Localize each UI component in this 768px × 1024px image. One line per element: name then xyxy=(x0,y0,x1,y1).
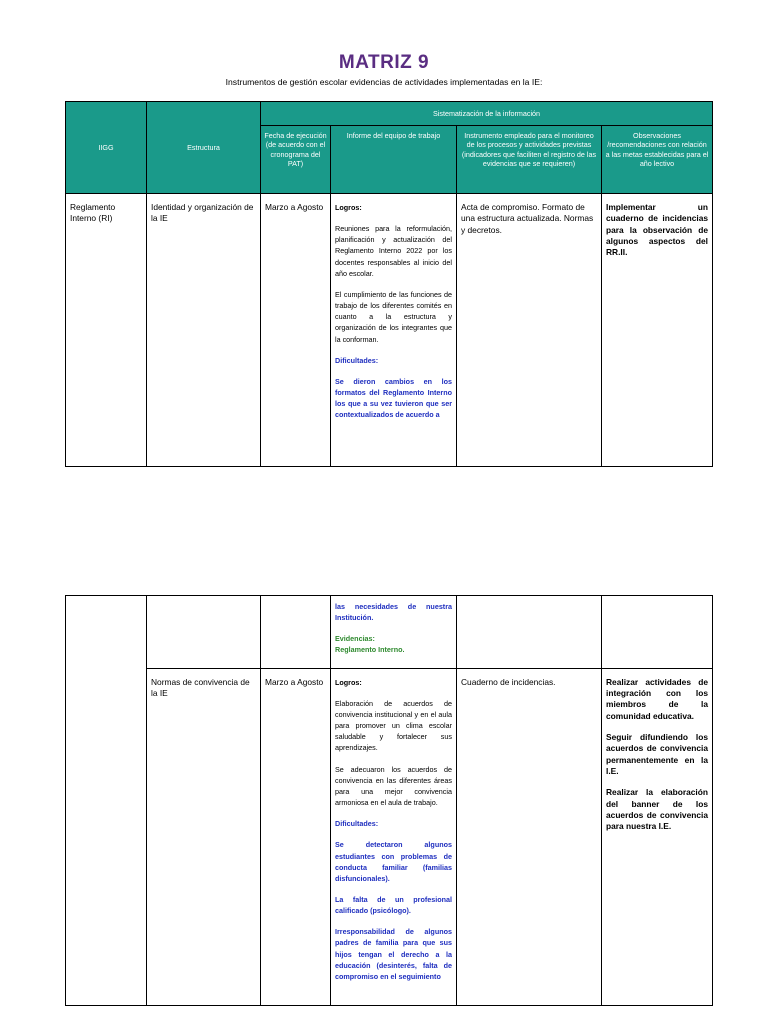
dificultad-item: Se dieron cambios en los formatos del Reglamento Interno los que a su vez tuvieron que ser contextualizados de acuerdo a xyxy=(335,376,452,420)
header-fecha: Fecha de ejecución (de acuerdo con el cronograma del PAT) xyxy=(261,126,331,194)
logro-item: El cumplimiento de las funciones de trabajo de los diferentes comités en cuanto a la estructura y organización de los integrantes que la conforman. xyxy=(335,289,452,344)
cell-informe-continuacion xyxy=(331,596,457,669)
cell-observacion-2 xyxy=(602,668,713,1005)
cell-iigg-reglamento: Reglamento Interno (RI) xyxy=(66,194,147,467)
dificultad-item: Se detectaron algunos estudiantes con problemas de conducta familiar (familias disfuncionales). xyxy=(335,840,452,883)
header-iigg: IIGG xyxy=(66,102,147,194)
logro-item: Reuniones para la reformulación, planificación y actualización del Reglamento Interno 2022 por los docentes responsables al inicio del año escolar. xyxy=(335,224,452,278)
cell-empty xyxy=(457,596,602,669)
observacion-text: Implementar un cuaderno de incidencias para la observación de algunos aspectos del RR.II. xyxy=(606,202,709,258)
logros-label: Logros: xyxy=(335,677,362,687)
logro-item: Se adecuaron los acuerdos de convivencia en las diferentes áreas para una mejor convivencia armoniosa en el aula de trabajo. xyxy=(335,764,452,808)
matrix-table-part-1 xyxy=(65,101,713,467)
dificultad-item: La falta de un profesional calificado (psicólogo). xyxy=(335,894,452,916)
page-subtitle: Instrumentos de gestión escolar evidencias de actividades implementadas en la IE: xyxy=(225,77,543,87)
observacion-item: Realizar la elaboración del banner de los acuerdos de convivencia para nuestra I.E. xyxy=(606,787,708,832)
page-title: MATRIZ 9 xyxy=(338,52,430,73)
cell-empty xyxy=(147,596,261,669)
cell-empty xyxy=(261,596,331,669)
cell-informe-2 xyxy=(331,668,457,1005)
dificultad-item: Irresponsabilidad de algunos padres de familia para que sus hijos tengan el derecho a la educación (desinterés, falta de compromiso en el seguimiento xyxy=(335,927,452,981)
header-instrumento: Instrumento empleado para el monitoreo de los procesos y actividades previstas (indicadores que faciliten el registro de las evidencias que se requieren) xyxy=(457,126,602,194)
cell-estructura-normas: Normas de convivencia de la IE xyxy=(147,668,261,1005)
cell-fecha-1: Marzo a Agosto xyxy=(261,194,331,467)
observacion-item: Seguir difundiendo los acuerdos de convivencia permanentemente en la I.E. xyxy=(606,732,708,777)
matrix-table-part-2 xyxy=(65,595,713,1006)
dificultades-label: Dificultades: xyxy=(335,819,379,829)
logros-label: Logros: xyxy=(335,203,362,212)
dificultades-label: Dificultades: xyxy=(335,355,379,365)
observacion-item: Realizar actividades de integración con los miembros de la comunidad educativa. xyxy=(606,676,708,721)
cell-empty xyxy=(602,596,713,669)
cell-fecha-2: Marzo a Agosto xyxy=(261,668,331,1005)
cell-instrumento-2: Cuaderno de incidencias. xyxy=(457,668,602,1005)
cell-observacion-1 xyxy=(602,194,713,467)
header-observaciones: Observaciones /recomendaciones con relación a las metas establecidas para el año lectivo xyxy=(602,126,713,194)
evidencia-item: Reglamento Interno. xyxy=(335,645,405,655)
cell-estructura-identidad: Identidad y organización de la IE xyxy=(147,194,261,467)
header-informe: Informe del equipo de trabajo xyxy=(331,126,457,194)
cell-informe-1 xyxy=(331,194,457,467)
logro-item: Elaboración de acuerdos de convivencia institucional y en el aula para promover un clima escolar saludable y fortalecer sus aprendizajes. xyxy=(335,698,452,753)
cell-iigg-empty xyxy=(66,596,147,1006)
dificultad-continuacion: las necesidades de nuestra Institución. xyxy=(335,602,452,623)
evidencias-label: Evidencias: xyxy=(335,634,375,644)
cell-instrumento-1: Acta de compromiso. Formato de una estructura actualizada. Normas y decretos. xyxy=(457,194,602,467)
header-estructura: Estructura xyxy=(147,102,261,194)
header-sistematizacion: Sistematización de la información xyxy=(261,102,713,126)
